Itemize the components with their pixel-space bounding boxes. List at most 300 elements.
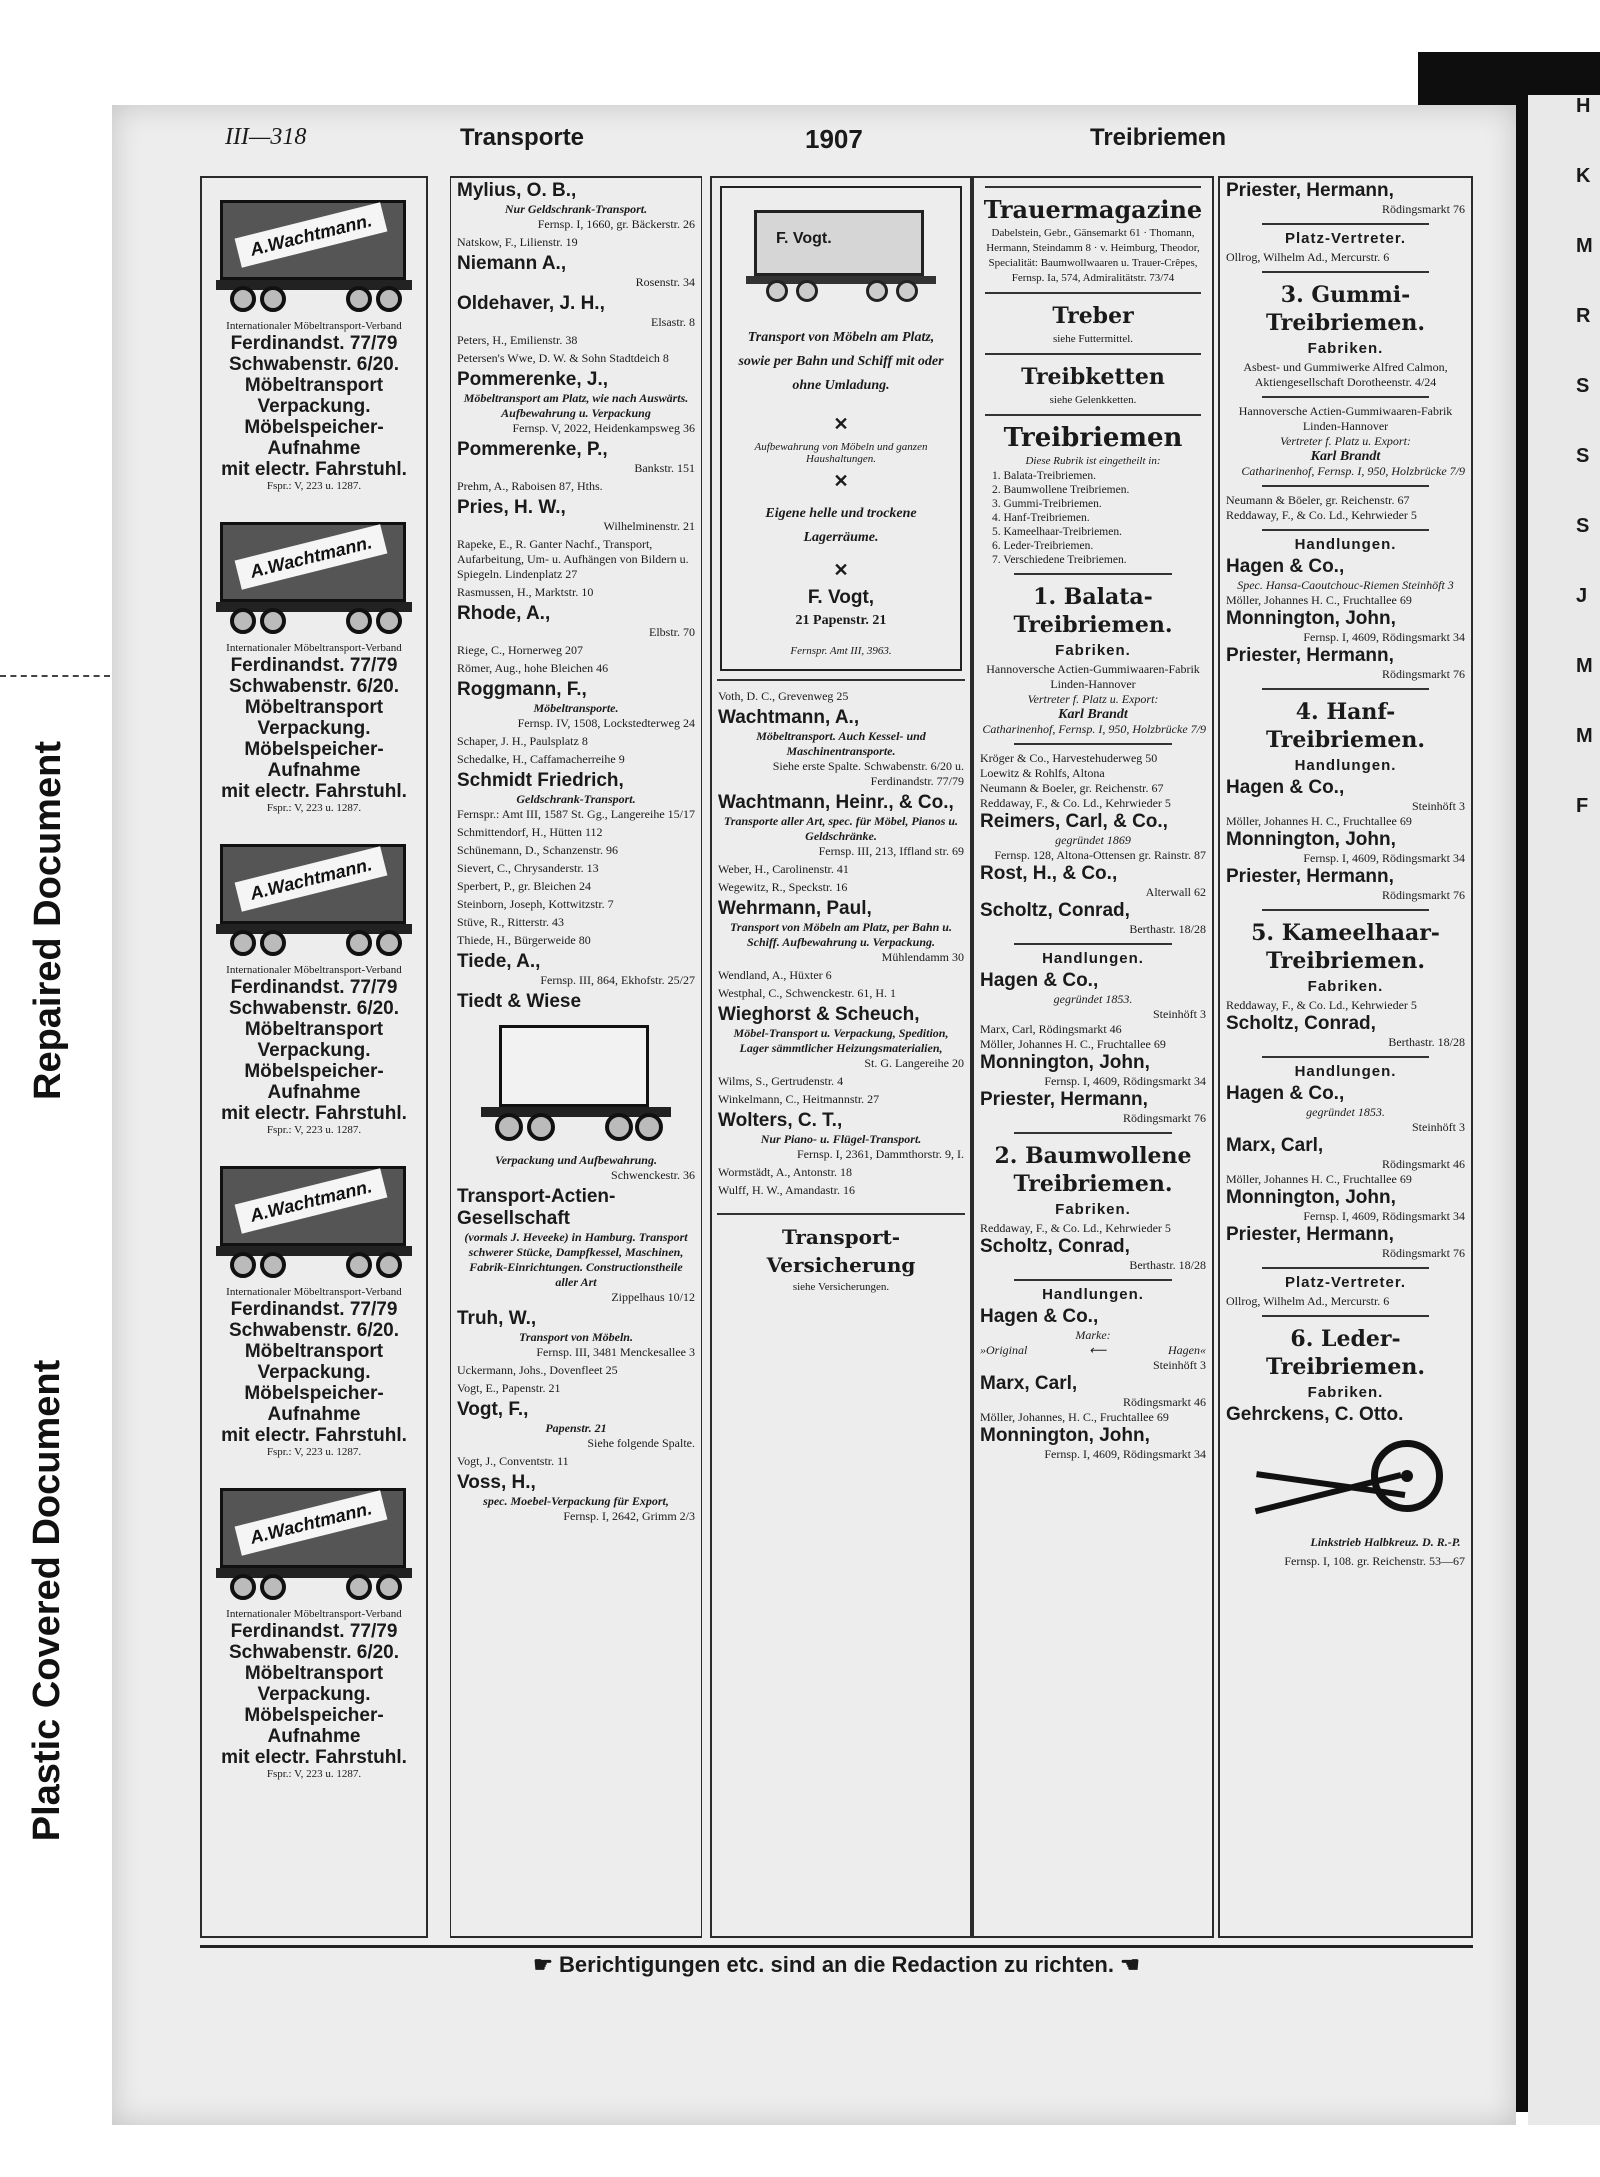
footer-rule (200, 1945, 1473, 1948)
entry-address: St. G. Langereihe 20 (864, 1056, 964, 1070)
list-item (718, 1074, 964, 1089)
belt-pulley-illustration (1231, 1432, 1461, 1552)
ad-organisation: Internationaler Möbeltransport-Verband (226, 1286, 402, 1298)
entry-specialty: Möbeltransport am Platz, wie nach Auswärts. Aufbewahrung u. Verpackung (463, 391, 689, 420)
entry-name: Pries, H. W., (457, 497, 566, 518)
hanf-heading: 4. Hanf-Treibriemen. (1266, 699, 1425, 753)
list-item (457, 603, 695, 640)
pointing-hand-icon: ☛ (533, 1952, 553, 1977)
entry-address: Fernsp. V, 2022, Heidenkampsweg 36 (512, 421, 695, 435)
list-item (457, 991, 695, 1183)
list-item (718, 880, 964, 895)
handlungen-label: Handlungen. (1294, 536, 1397, 553)
wachtmann-advertisement (202, 500, 426, 822)
entry-moeller: Möller, Johannes H. C., Fruchtallee 69 (980, 1037, 1166, 1051)
ad-address-1: Ferdinandst. 77/79 (230, 1621, 398, 1642)
entry-ollrog: Ollrog, Wilhelm Ad., Mercurstr. 6 (1226, 250, 1390, 264)
ad-line-5: mit electr. Fahrstuhl. (221, 1103, 407, 1124)
entry-moeller: Möller, Johannes H. C., Fruchtallee 69 (1226, 593, 1412, 607)
ad-address-2: Schwabenstr. 6/20. (228, 998, 400, 1019)
entry-hagen-address: Steinhöft 3 (1412, 1120, 1465, 1134)
plastic-covered-document-label: Plastic Covered Document (26, 1359, 69, 1841)
list-item (457, 897, 695, 912)
entry-name: Wachtmann, A., (718, 707, 860, 728)
page-header (200, 124, 1227, 158)
ad-line-5: mit electr. Fahrstuhl. (221, 1747, 407, 1768)
list-item (457, 915, 695, 930)
list-item (718, 1092, 964, 1107)
wachtmann-advertisement (202, 1144, 426, 1466)
entry-address: Fernsp. I, 2642, Grimm 2/3 (563, 1509, 695, 1523)
entry-moeller: Möller, Johannes H. C., Fruchtallee 69 (1226, 814, 1412, 828)
entry-address: Siehe erste Spalte. Schwabenstr. 6/20 u. Ferdinandstr. 77/79 (772, 759, 964, 788)
category-item: 5. Kameelhaar-Treibriemen. (992, 526, 1122, 538)
list-item (718, 1183, 964, 1198)
transport-versicherung-see: siehe Versicherungen. (792, 1281, 890, 1293)
vogt-rooms: Eigene helle und trockene Lagerräume. (765, 506, 917, 545)
list-item (457, 1454, 695, 1469)
entry-address: Fernsp. III, 3481 Menckesallee 3 (536, 1345, 695, 1359)
fabriken-label: Fabriken. (1307, 340, 1384, 357)
ad-address-2: Schwabenstr. 6/20. (228, 676, 400, 697)
entry-marx: Marx, Carl, (980, 1373, 1078, 1394)
entry-specialty: Möbeltransporte. (533, 701, 619, 715)
entry-text: Rapeke, E., R. Ganter Nachf., Transport, Aufarbeitung, Um- u. Aufhängen von Bildern u. Spiegeln. Lindenplatz 27 (457, 537, 689, 581)
rubrik-note: Diese Rubrik ist eingetheilt in: (1025, 455, 1161, 467)
header-section-right: Treibriemen (1090, 124, 1227, 151)
entry-name: Wieghorst & Scheuch, (718, 1004, 920, 1025)
entry-scholtz-address: Berthastr. 18/28 (1129, 1258, 1206, 1272)
entry-scholtz: Scholtz, Conrad, (980, 900, 1130, 921)
entry-priester-address: Rödingsmarkt 76 (1382, 1246, 1465, 1260)
ad-line-5: mit electr. Fahrstuhl. (221, 1425, 407, 1446)
entry-specialty: Geldschrank-Transport. (516, 792, 636, 806)
wagon-illustration: F. Vogt. (746, 210, 936, 306)
entry-marx: Marx, Carl, (1226, 1135, 1324, 1156)
entry-kroeger: Kröger & Co., Harvestehuderweg 50 (980, 751, 1158, 765)
ad-line-4: Aufnahme (267, 1726, 361, 1747)
entry-priester: Priester, Hermann, (1226, 645, 1394, 666)
entry-neumann: Neumann & Böeler, gr. Reichenstr. 67 (1226, 493, 1410, 507)
entry-address: Fernsp. III, 213, Iffland str. 69 (818, 844, 964, 858)
entry-text: Weber, H., Carolinenstr. 41 (718, 862, 849, 876)
entry-rost-address: Alterwall 62 (1145, 885, 1206, 899)
category-item: 3. Gummi-Treibriemen. (992, 498, 1102, 510)
entry-name: Voss, H., (457, 1472, 536, 1493)
transport-versicherung-heading: Transport-Versicherung (766, 1225, 916, 1277)
entry-text: Wormstädt, A., Antonstr. 18 (718, 1165, 853, 1179)
ad-address-1: Ferdinandst. 77/79 (230, 1299, 398, 1320)
entry-priester: Priester, Hermann, (1226, 866, 1394, 887)
entry-name: Wehrmann, Paul, (718, 898, 872, 919)
entry-specialty: Transporte aller Art, spec. für Möbel, Pianos u. Geldschränke. (723, 814, 959, 843)
entry-text: Wilms, S., Gertrudenstr. 4 (718, 1074, 844, 1088)
list-item (457, 879, 695, 894)
list-item (457, 661, 695, 676)
entry-address: Elsastr. 8 (651, 315, 695, 329)
category-item: 1. Balata-Treibriemen. (992, 470, 1097, 482)
ad-address-2: Schwabenstr. 6/20. (228, 1642, 400, 1663)
list-item (457, 679, 695, 731)
category-item: 4. Hanf-Treibriemen. (992, 512, 1090, 524)
list-item (457, 1186, 695, 1305)
vogt-name: F. Vogt, (807, 587, 875, 608)
ad-line-2: Verpackung. (257, 718, 371, 739)
entry-reimers: Reimers, Carl, & Co., (980, 811, 1168, 832)
adjacent-page-letter: F (1576, 795, 1589, 817)
category-item: 2. Baumwollene Treibriemen. (992, 484, 1130, 496)
entry-gehrckens: Gehrckens, C. Otto. (1226, 1404, 1404, 1425)
list-item (457, 537, 695, 582)
entry-text: Winkelmann, C., Heitmannstr. 27 (718, 1092, 880, 1106)
vertreter-label: Vertreter f. Platz u. Export: (1027, 692, 1159, 706)
entry-text: Stüve, R., Ritterstr. 43 (457, 915, 565, 929)
entry-specialty: Nur Geldschrank-Transport. (504, 202, 648, 216)
entry-karl-brandt-address: Catharinenhof, Fernsp. I, 950, Holzbrücke 7/9 (1241, 464, 1465, 478)
list-item (457, 643, 695, 658)
entry-karl-brandt: Karl Brandt (1310, 449, 1381, 464)
adjacent-page-letter: H (1576, 95, 1591, 117)
wachtmann-advertisement (202, 1466, 426, 1788)
list-item (718, 898, 964, 965)
entry-monnington-address: Fernsp. I, 4609, Rödingsmarkt 34 (1303, 630, 1465, 644)
vogt-storage: Aufbewahrung von Möbeln und ganzen Haushaltungen. (754, 441, 928, 465)
entry-hannoversche: Hannoversche Actien-Gummiwaaren-Fabrik Linden-Hannover (986, 662, 1200, 691)
entry-monnington-address: Fernsp. I, 4609, Rödingsmarkt 34 (1044, 1447, 1206, 1461)
ad-line-1: Möbeltransport (244, 375, 384, 396)
entry-hagen: Hagen & Co., (980, 970, 1099, 991)
entry-hagen-founded: gegründet 1853. (1053, 992, 1133, 1006)
ad-line-3: Möbelspeicher- (244, 417, 384, 438)
ad-phone: Fspr.: V, 223 u. 1287. (266, 1768, 362, 1780)
adjacent-page-letter: M (1576, 235, 1593, 257)
pointing-hand-icon: ☚ (1120, 1952, 1140, 1977)
entry-moeller: Möller, Johannes, H. C., Fruchtallee 69 (980, 1410, 1169, 1424)
adjacent-page-letter: K (1576, 165, 1591, 187)
entry-karl-brandt-address: Catharinenhof, Fernsp. I, 950, Holzbrücke 7/9 (982, 722, 1206, 736)
ad-organisation: Internationaler Möbeltransport-Verband (226, 964, 402, 976)
kameelhaar-heading: 5. Kameelhaar-Treibriemen. (1251, 920, 1440, 974)
wagon-illustration: A.Wachtmann. (216, 834, 412, 962)
wachtmann-advertisement (202, 178, 426, 500)
column-treibriemen-1 (972, 176, 1214, 1938)
ad-line-2: Verpackung. (257, 396, 371, 417)
ad-line-1: Möbeltransport (244, 1019, 384, 1040)
entry-monnington: Monnington, John, (980, 1425, 1150, 1446)
entry-marx-address: Rödingsmarkt 46 (1382, 1157, 1465, 1171)
list-item (457, 1381, 695, 1396)
entry-specialty: spec. Moebel-Verpackung für Export, (483, 1494, 669, 1508)
entry-hagen-address: Steinhöft 3 (1412, 799, 1465, 813)
list-item (718, 1110, 964, 1162)
ad-line-4: Aufnahme (267, 760, 361, 781)
entry-scholtz: Scholtz, Conrad, (980, 1236, 1130, 1257)
ad-line-4: Aufnahme (267, 438, 361, 459)
list-item (457, 253, 695, 290)
entry-priester-address: Rödingsmarkt 76 (1123, 1111, 1206, 1125)
entry-text: Sievert, C., Chrysanderstr. 13 (457, 861, 599, 875)
list-item (457, 1363, 695, 1378)
handlungen-label: Handlungen. (1042, 1286, 1144, 1303)
wagon-illustration: A.Wachtmann. (216, 1478, 412, 1606)
pulley-caption: Linkstrieb Halbkreuz. D. R.-P. (1310, 1535, 1461, 1549)
entry-hagen: Hagen & Co., (1226, 777, 1345, 798)
entry-address: Mühlendamm 30 (881, 950, 964, 964)
treibriemen-heading: Treibriemen (1003, 423, 1183, 453)
entry-text: Westphal, C., Schwenckestr. 61, H. 1 (718, 986, 897, 1000)
entry-text: Peters, H., Emilienstr. 38 (457, 333, 578, 347)
ad-line-3: Möbelspeicher- (244, 1061, 384, 1082)
list-item (457, 333, 695, 348)
entry-text: Wulff, H. W., Amandastr. 16 (718, 1183, 855, 1197)
balata-heading: 1. Balata-Treibriemen. (1013, 584, 1173, 638)
ad-line-5: mit electr. Fahrstuhl. (221, 781, 407, 802)
entry-name: Pommerenke, J., (457, 369, 609, 390)
adjacent-page-letter: R (1576, 305, 1591, 327)
entry-name: Pommerenke, P., (457, 439, 608, 460)
page-number: III—318 (225, 124, 307, 150)
dashed-divider (0, 675, 110, 677)
entry-monnington-address: Fernsp. I, 4609, Rödingsmarkt 34 (1303, 1209, 1465, 1223)
list-item (718, 707, 964, 789)
entry-scholtz-address: Berthastr. 18/28 (1129, 922, 1206, 936)
entry-name: Wachtmann, Heinr., & Co., (718, 792, 954, 813)
entry-text: Rasmussen, H., Marktstr. 10 (457, 585, 594, 599)
header-section-left: Transporte (460, 124, 585, 151)
entry-address: Fernsp. III, 864, Ekhofstr. 25/27 (540, 973, 695, 987)
entry-text: Sperbert, P., gr. Bleichen 24 (457, 879, 591, 893)
entry-monnington-address: Fernsp. I, 4609, Rödingsmarkt 34 (1044, 1074, 1206, 1088)
wachtmann-advertisement (202, 822, 426, 1144)
entry-gehrckens-address: Fernsp. I, 108. gr. Reichenstr. 53—67 (1284, 1554, 1465, 1568)
entry-name: Oldehaver, J. H., (457, 293, 605, 314)
entry-address: Fernsp. IV, 1508, Lockstedterweg 24 (517, 716, 695, 730)
ad-line-2: Verpackung. (257, 1362, 371, 1383)
wagon-illustration (481, 1019, 671, 1147)
entry-monnington: Monnington, John, (1226, 608, 1396, 629)
entry-name: Tiedt & Wiese (457, 991, 582, 1012)
entry-hagen-address: Steinhöft 3 (1153, 1007, 1206, 1021)
ad-line-3: Möbelspeicher- (244, 1383, 384, 1404)
ad-line-4: Aufnahme (267, 1082, 361, 1103)
category-item: 7. Verschiedene Treibriemen. (992, 554, 1127, 566)
entry-neumann: Neumann & Boeler, gr. Reichenstr. 67 (980, 781, 1164, 795)
entry-priester-address: Rödingsmarkt 76 (1382, 202, 1465, 216)
list-item (457, 1472, 695, 1524)
ad-line-1: Möbeltransport (244, 1663, 384, 1684)
adjacent-page-letter: M (1576, 725, 1593, 747)
list-item (457, 235, 695, 250)
fabriken-label: Fabriken. (1307, 978, 1384, 995)
adjacent-page-letter: M (1576, 655, 1593, 677)
adjacent-page-letter: S (1576, 515, 1590, 537)
list-item (457, 752, 695, 767)
ad-organisation: Internationaler Möbeltransport-Verband (226, 1608, 402, 1620)
entry-hagen: Hagen & Co., (1226, 556, 1345, 577)
vogt-phone: Fernspr. Amt III, 3963. (790, 645, 892, 657)
entry-text: Voth, D. C., Grevenweg 25 (718, 689, 849, 703)
list-item (457, 180, 695, 232)
entry-priester-address: Rödingsmarkt 76 (1382, 888, 1465, 902)
ad-phone: Fspr.: V, 223 u. 1287. (266, 480, 362, 492)
list-item (457, 439, 695, 476)
entry-priester: Priester, Hermann, (1226, 180, 1394, 201)
entry-hagen-address: Steinhöft 3 (1153, 1358, 1206, 1372)
vogt-advertisement: F. Vogt. Transport von Möbeln am Platz, sowie per Bahn und Schiff mit oder ohne Umladung. ✕ Aufbewahrung von Möbeln und ganzen Haushaltungen. ✕ Eigene helle und trockene Lagerräume. ✕ F. Vogt, 21 Papenstr. 21 Fernspr. Amt III, 3963. (720, 186, 962, 671)
entry-marx-address: Rödingsmarkt 46 (1123, 1395, 1206, 1409)
entry-specialty: Nur Piano- u. Flügel-Transport. (760, 1132, 922, 1146)
ad-address-1: Ferdinandst. 77/79 (230, 655, 398, 676)
entry-karl-brandt: Karl Brandt (1058, 707, 1128, 722)
entry-reddaway: Reddaway, F., & Co. Ld., Kehrwieder 5 (1226, 998, 1417, 1012)
ad-line-2: Verpackung. (257, 1040, 371, 1061)
entry-asbest: Asbest- und Gummiwerke Alfred Calmon, Aktiengesellschaft Dorotheenstr. 4/24 (1243, 360, 1448, 389)
entry-marx: Marx, Carl, Rödingsmarkt 46 (980, 1022, 1122, 1036)
handlungen-label: Handlungen. (1294, 757, 1397, 774)
entry-priester: Priester, Hermann, (1226, 1224, 1394, 1245)
entry-name: Wolters, C. T., (718, 1110, 843, 1131)
list-item (457, 369, 695, 436)
entry-name: Truh, W., (457, 1308, 537, 1329)
column-wachtmann-ads (200, 176, 428, 1938)
entry-text: Petersen's Wwe, D. W. & Sohn Stadtdeich 8 (457, 351, 669, 365)
ad-address-2: Schwabenstr. 6/20. (228, 354, 400, 375)
list-item (457, 351, 695, 366)
entry-name: Transport-Actien-Gesellschaft (457, 1186, 616, 1229)
entry-address: Fernsp. I, 1660, gr. Bäckerstr. 26 (537, 217, 695, 231)
adjacent-page-edge (1528, 95, 1600, 2125)
entry-name: Niemann A., (457, 253, 567, 274)
list-item (457, 479, 695, 494)
ad-address-2: Schwabenstr. 6/20. (228, 1320, 400, 1341)
entry-monnington-address: Fernsp. I, 4609, Rödingsmarkt 34 (1303, 851, 1465, 865)
list-item (457, 861, 695, 876)
baumwollene-heading: 2. Baumwollene Treibriemen. (994, 1143, 1192, 1197)
entry-text: Steinborn, Joseph, Kottwitzstr. 7 (457, 897, 614, 911)
entry-hagen-spec: Spec. Hansa-Caoutchouc-Riemen Steinhöft 3 (1237, 578, 1454, 592)
ad-line-4: Aufnahme (267, 1404, 361, 1425)
entry-reddaway: Reddaway, F., & Co. Ld., Kehrwieder 5 (980, 796, 1171, 810)
entry-text: Wegewitz, R., Speckstr. 16 (718, 880, 848, 894)
entry-address: Rosenstr. 34 (635, 275, 695, 289)
entry-hagen-founded: gegründet 1853. (1306, 1105, 1385, 1119)
entry-specialty: Verpackung und Aufbewahrung. (495, 1153, 657, 1167)
entry-monnington: Monnington, John, (1226, 1187, 1396, 1208)
entry-reddaway: Reddaway, F., & Co. Ld., Kehrwieder 5 (1226, 508, 1417, 522)
entry-priester-address: Rödingsmarkt 76 (1382, 667, 1465, 681)
entry-monnington: Monnington, John, (980, 1052, 1150, 1073)
ad-line-1: Möbeltransport (244, 1341, 384, 1362)
list-item (457, 951, 695, 988)
page-footer (200, 1952, 1473, 1978)
trauermagazine-entries: Dabelstein, Gebr., Gänsemarkt 61 · Thomann, Hermann, Steindamm 8 · v. Heimburg, Theodor, Specialität: Baumwollwaaren u. Trauer-Crêpes, Fernsp. Ia, 574, Admiralitätstr. 73/74 (986, 227, 1200, 284)
entry-monnington: Monnington, John, (1226, 829, 1396, 850)
column-treibriemen-2 (1218, 176, 1473, 1938)
trauermagazine-heading: Trauermagazine (983, 195, 1203, 224)
entry-text: Schmittendorf, H., Hütten 112 (457, 825, 603, 839)
entry-address: Fernsp. I, 2361, Dammthorstr. 9, I. (797, 1147, 964, 1161)
list-item (457, 293, 695, 330)
list-item (718, 1165, 964, 1180)
wagon-illustration: A.Wachtmann. (216, 512, 412, 640)
ad-phone: Fspr.: V, 223 u. 1287. (266, 802, 362, 814)
ad-organisation: Internationaler Möbeltransport-Verband (226, 642, 402, 654)
entry-specialty: Transport von Möbeln. (519, 1330, 633, 1344)
entry-rost: Rost, H., & Co., (980, 863, 1118, 884)
category-item: 6. Leder-Treibriemen. (992, 540, 1094, 552)
entry-name: Schmidt Friedrich, (457, 770, 624, 791)
header-year: 1907 (805, 124, 863, 154)
entry-moeller: Möller, Johannes H. C., Fruchtallee 69 (1226, 1172, 1412, 1186)
entry-hannoversche: Hannoversche Actien-Gummiwaaren-Fabrik Linden-Hannover (1238, 404, 1453, 433)
entry-text: Wendland, A., Hüxter 6 (718, 968, 832, 982)
entry-ollrog: Ollrog, Wilhelm Ad., Mercurstr. 6 (1226, 1294, 1390, 1308)
entry-text: Uckermann, Johs., Dovenfleet 25 (457, 1363, 618, 1377)
ad-line-3: Möbelspeicher- (244, 1705, 384, 1726)
entry-text: Riege, C., Hornerweg 207 (457, 643, 583, 657)
entry-specialty: Möbel-Transport u. Verpackung, Spedition, Lager sämmtlicher Heizungsmaterialien, (733, 1026, 949, 1055)
entry-text: Vogt, E., Papenstr. 21 (457, 1381, 561, 1395)
column-transport-listings-1 (450, 176, 702, 1938)
treibketten-heading: Treibketten (1021, 364, 1165, 390)
trademark-row (980, 1343, 1206, 1358)
entry-text: Schedalke, H., Caffamacherreihe 9 (457, 752, 625, 766)
entry-name: Tiede, A., (457, 951, 541, 972)
entry-reimers-founded: gegründet 1869 (1055, 833, 1131, 847)
entry-name: Rhode, A., (457, 603, 551, 624)
footer-text: Berichtigungen etc. sind an die Redaction zu richten. (559, 1952, 1114, 1977)
entry-reddaway: Reddaway, F., & Co. Ld., Kehrwieder 5 (980, 1221, 1171, 1235)
entry-text: Vogt, J., Conventstr. 11 (457, 1454, 569, 1468)
ad-organisation: Internationaler Möbeltransport-Verband (226, 320, 402, 332)
handlungen-label: Handlungen. (1294, 1063, 1397, 1080)
vogt-ad-text: Transport von Möbeln am Platz, sowie per Bahn und Schiff mit oder ohne Umladung. (738, 330, 944, 393)
list-item (457, 1399, 695, 1451)
treber-heading: Treber (1052, 303, 1134, 329)
treibketten-see: siehe Gelenkketten. (1049, 394, 1137, 406)
platz-vertreter-label: Platz-Vertreter. (1284, 1274, 1407, 1291)
vertreter-label: Vertreter f. Platz u. Export: (1280, 434, 1411, 448)
platz-vertreter-label: Platz-Vertreter. (1284, 230, 1407, 247)
entry-specialty: Transport von Möbeln am Platz, per Bahn u. Schiff. Aufbewahrung u. Verpackung. (730, 920, 952, 949)
list-item (457, 1308, 695, 1360)
trademark-original: »Original (980, 1343, 1028, 1357)
ad-phone: Fspr.: V, 223 u. 1287. (266, 1446, 362, 1458)
arrow-left-icon: ⟵ (1089, 1343, 1107, 1357)
entry-hagen: Hagen & Co., (980, 1306, 1099, 1327)
ad-line-1: Möbeltransport (244, 697, 384, 718)
entry-address: Schwenckestr. 36 (611, 1168, 695, 1182)
entry-address: Bankstr. 151 (634, 461, 695, 475)
leder-heading: 6. Leder-Treibriemen. (1266, 1326, 1425, 1380)
entry-hagen: Hagen & Co., (1226, 1083, 1345, 1104)
entry-specialty: (vormals J. Heveeke) in Hamburg. Transport schwerer Stücke, Dampfkessel, Maschinen, Fabrik-Einrichtungen. Constructionstheile aller Art (464, 1230, 688, 1289)
wagon-illustration: A.Wachtmann. (216, 190, 412, 318)
entry-loewitz: Loewitz & Rohlfs, Altona (980, 766, 1105, 780)
adjacent-page-letter: S (1576, 445, 1590, 467)
handlungen-label: Handlungen. (1042, 950, 1144, 967)
entry-address: Elbstr. 70 (648, 625, 695, 639)
ad-line-2: Verpackung. (257, 1684, 371, 1705)
entry-address: Siehe folgende Spalte. (587, 1436, 695, 1450)
list-item (457, 497, 695, 534)
treber-see: siehe Futtermittel. (1052, 333, 1134, 345)
list-item (718, 792, 964, 859)
wagon-illustration: A.Wachtmann. (216, 1156, 412, 1284)
treibriemen-category-list (980, 469, 1206, 567)
entry-name: Roggmann, F., (457, 679, 587, 700)
ad-address-1: Ferdinandst. 77/79 (230, 977, 398, 998)
